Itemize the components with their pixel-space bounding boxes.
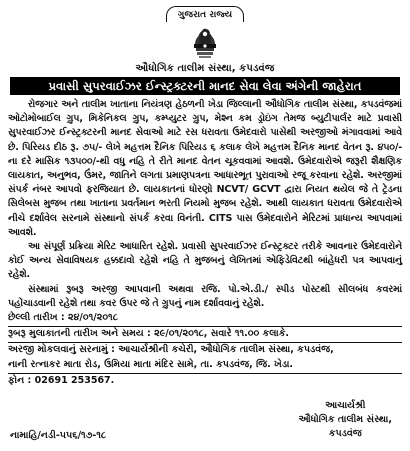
signature-title: આચાર્યશ્રી	[325, 400, 366, 411]
department-title: ઔધોગિક તાલીમ સંસ્થા, કપડવંજ	[135, 63, 275, 74]
paragraph-submission: સંસ્થામાં રૂબરૂ અરજી આપવાની અથવા રજિ. પો.એ.ડી./ સ્પીડ પોસ્ટથી સીલબંધ કવરમાં પહોંચાડવાની રહેશે તથા કવર ઉપર જે તે ગ્રુપનું નામ દર્શાવવાનું રહેશે.	[8, 283, 402, 309]
signature-org: ઔધોગિક તાલીમ સંસ્થા,	[298, 414, 392, 425]
advertisement	[8, 4, 402, 388]
signature-city: કપડવંજ	[328, 428, 362, 439]
interview-datetime: રૂબરૂ મુલાકાતની તારીખ અને સમય : ૨૯/૦૧/૨૦૧૮, સવારે ૧૧.૦૦ કલાકે.	[8, 328, 290, 340]
signature-block	[299, 399, 392, 441]
paragraph-merit: આ સંપૂર્ણ પ્રક્રિયા મેરિટ આધારિત રહેશે. પ્રવાસી સુપરવાઈઝર ઈન્સ્ટ્રક્ટર તરીકે આવનાર ઉમેદવારોને કોઈ અન્ય સેવાવિષયક હક્કદાવો રહેશે નહિ તે મુજબનું લેખિતમાં એફિડેવિટથી બાંહેધરી પત્ર આપવાનું રહેશે.	[8, 241, 402, 281]
phone-number: ફોન : 02691 253567.	[8, 374, 115, 386]
paragraph-intro: રોજગાર અને તાલીમ ખાતાના નિયંત્રણ હેઠળની ખેડા જિલ્લાની ઔધોગિક તાલીમ સંસ્થા, કપડવંજમાં ઓટોમોબાઈલ ગ્રુપ, મિકેનિકલ ગ્રુપ, કમ્પ્યુટર ગ્રુપ, મેશ્ન કમ ડ્રોઇંગ તેમજ બ્યુટીપાર્લર માટે પ્રવાસી સુપરવાઈઝર ઈન્સ્ટ્રક્ટરની માનદ સેવાઓ માટે રસ ધરાવતા ઉમેદવારો પાસેથી અરજીઓ મંગાવવામાં આવે છે. પિરિયડ દીઠ રૂ. ૭૫/- લેખે મહત્તમ દૈનિક પિરિયડ ૬ કલાક લેખે મહત્તમ દૈનિક માનદ વેતન રૂ. ૪૫૦/-ના દરે માસિક ૧૩૫૦૦/-થી વધુ નહિ તે રીતે માનદ વેતન ચૂકવવામાં આવશે. ઉમેદવારોએ જરૂરી શૈક્ષણિક લાયકાત, અનુભવ, ઉંમર, જાતિને લગતા પ્રમાણપત્રના આધારભૂત પુરાવાઓ રજૂ કરવાના રહેશે. અરજીમાં સંપર્ક નંબર આપવો ફરજિયાત છે. લાયકાતનાં ધોરણો NCVT/ GCVT દ્વારા નિયત થયેલ જે તે ટ્રેડના સિલેબસ મુજબ તથા ખાતાના પ્રવર્તમાન ભરતી નિયમો મુજબ રહેશે. આથી લાયકાત ધરાવતા ઉમેદવારોએ નીચે દર્શાવેલ સરનામે સંસ્થાનો સંપર્ક કરવા વિનંતી. CITS પાસ ઉમેદવારોને મેરિટમાં પ્રાધાન્ય આપવામાં આવશે.	[8, 99, 402, 238]
notice-body	[8, 98, 402, 311]
last-date: છેલ્લી તારીખ : ૨૪/૦૧/૨૦૧૮	[8, 312, 118, 324]
address-line-2: નાની રત્નાકર માતા રોડ, ઉમિયા માતા મંદિર સામે, તા. કપડવંજ, જિ. ખેડા.	[8, 358, 294, 370]
address-line-1: અરજી મોકલવાનું સરનામું : આચાર્યશ્રીની કચેરી, ઔધોગિક તાલીમ સંસ્થા, કપડવંજ,	[8, 344, 334, 356]
notice-banner: પ્રવાસી સુપરવાઈઝર ઈન્સ્ટ્રક્ટરની માનદ સેવા લેવા અંગેની જાહેરાત	[10, 77, 400, 95]
lion-emblem-icon	[185, 22, 225, 62]
reference-number: નામાહિ/નડી-૫૫૬/૧૭-૧૮	[10, 430, 107, 441]
state-label: ગુજરાત રાજ્ય	[166, 6, 244, 22]
